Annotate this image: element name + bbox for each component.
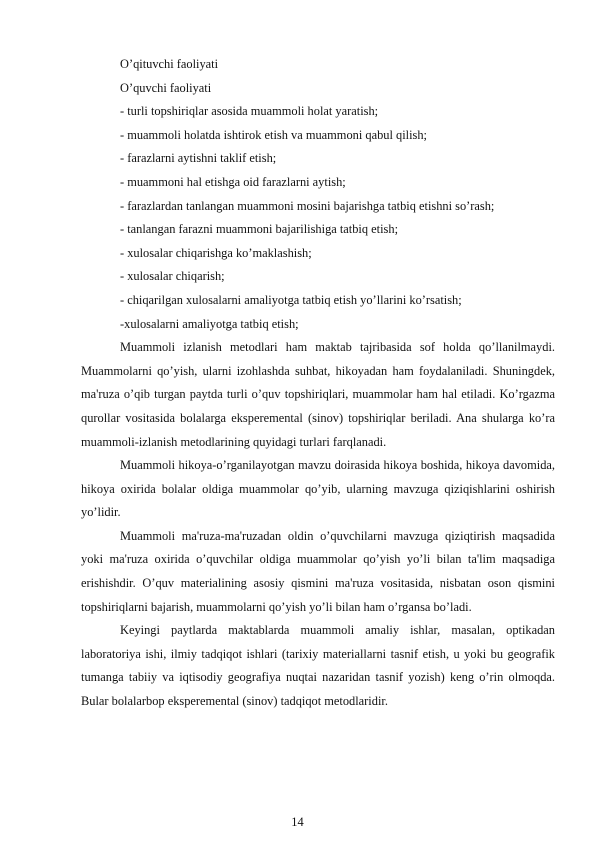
teacher-activity-heading: O’qituvchi faoliyati bbox=[120, 57, 219, 71]
student-activity-heading: O’quvchi faoliyati bbox=[120, 80, 212, 95]
list-item: - turli topshiriqlar asosida muammoli holat yaratish; bbox=[120, 104, 379, 119]
list-item: -xulosalarni amaliyotga tatbiq etish; bbox=[120, 316, 299, 331]
list-item: - chiqarilgan xulosalarni amaliyotga tatbiq etish yo’llarini ko’rsatish; bbox=[120, 292, 462, 307]
list-item: - tanlangan farazni muammoni bajarilishiga tatbiq etish; bbox=[120, 222, 399, 237]
page-number: 14 bbox=[291, 815, 304, 829]
paragraph: Keyingi paytlarda maktablarda muammoli amaliy ishlar, masalan, optikadan laboratoriya ishi, ilmiy tadqiqot ishlari (tarixiy materiallarni tasnif etish, u yoki bu geografik tumanga tabiiy va iqtisodiy geografiya nuqtai nazaridan tasnif yozish) keng o’rin olmoqda. Bular bolalarbop eksperemental (sinov) tadqiqot metodlaridir. bbox=[81, 623, 555, 709]
paragraph: Muammoli hikoya-o’rganilayotgan mavzu doirasida hikoya boshida, hikoya davomida, hikoya oxirida bolalar oldiga muammolar qo’yib, ularning mavzuga qiziqishlarini oshirish yo’lidir. bbox=[81, 458, 555, 520]
list-item: - farazlarni aytishni taklif etish; bbox=[120, 151, 277, 166]
page-body bbox=[81, 53, 555, 714]
list-item: - xulosalar chiqarishga ko’maklashish; bbox=[120, 245, 312, 260]
paragraph: Muammoli ma'ruza-ma'ruzadan oldin o’quvchilarni mavzuga qiziqtirish maqsadida yoki ma'ruza oxirida o’quvchilar oldiga muammolar qo’yish yo’li bilan ta'lim maqsadiga erishishdir. O’quv materialining asosiy qismini ma'ruza vositasida, nisbatan oson qismini topshiriqlarni bajarish, muammolarni qo’yish yo’li bilan ham o’rgansa bo’ladi. bbox=[81, 528, 555, 614]
list-item: - muammoni hal etishga oid farazlarni aytish; bbox=[120, 174, 346, 189]
list-item: - farazlardan tanlangan muammoni mosini bajarishga tatbiq etishni so’rash; bbox=[120, 198, 495, 213]
paragraph: Muammoli izlanish metodlari ham maktab tajribasida sof holda qo’llanilmaydi. Muammolarni qo’yish, ularni izohlashda suhbat, hikoyadan ham foydalaniladi. Shuningdek, ma'ruza o’qib turgan paytda turli o’quv topshiriqlari, muammolar ham hal etiladi. Ko’rgazma qurollar vositasida bolalarga eksperemental (sinov) topshiriqlar beriladi. Ana shularga ko’ra muammoli-izlanish metodlarining quyidagi turlari farqlanadi. bbox=[81, 340, 555, 449]
list-item: - xulosalar chiqarish; bbox=[120, 269, 225, 284]
list-item: - muammoli holatda ishtirok etish va muammoni qabul qilish; bbox=[120, 127, 427, 142]
